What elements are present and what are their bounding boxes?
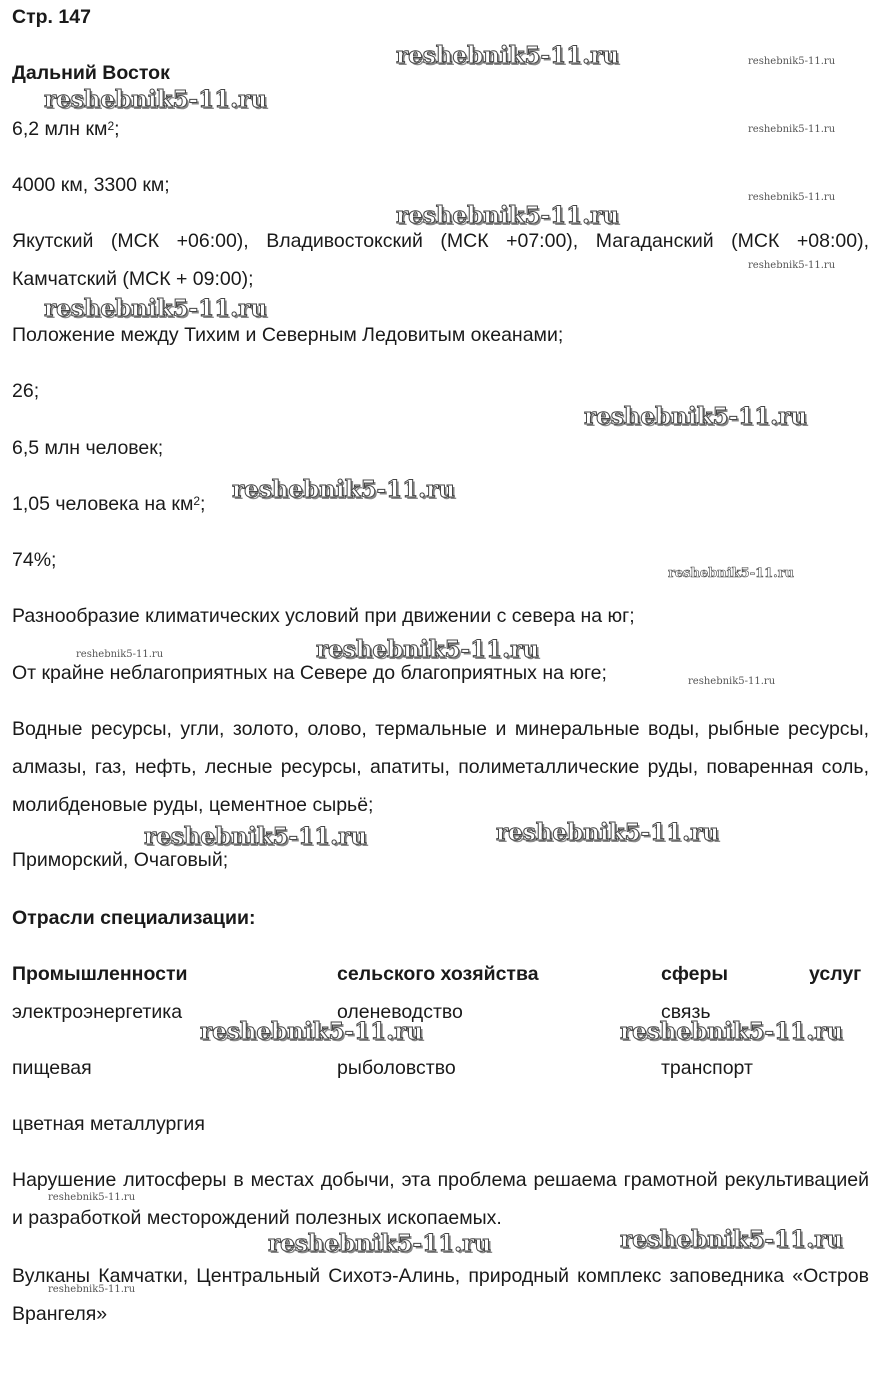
specialization-title: Отрасли специализации: <box>12 907 256 929</box>
watermark: reshebnik5-11.ru <box>496 819 719 846</box>
answer-climate: Разнообразие климатических условий при движении с севера на юг; <box>12 605 635 627</box>
table-header-industry: Промышленности <box>12 963 188 985</box>
watermark: reshebnik5-11.ru <box>232 476 455 503</box>
table-header-services-2: услуг <box>809 963 862 985</box>
watermark: reshebnik5-11.ru <box>620 1226 843 1253</box>
table-cell: транспорт <box>661 1057 753 1079</box>
table-cell: оленеводство <box>337 1001 463 1023</box>
table-cell: электроэнергетика <box>12 1001 183 1023</box>
watermark: reshebnik5-11.ru <box>396 42 619 69</box>
density-end: ; <box>200 493 206 515</box>
table-cell: цветная металлургия <box>12 1113 205 1135</box>
answer-conditions: От крайне неблагоприятных на Севере до благоприятных на юге; <box>12 662 607 684</box>
watermark: reshebnik5-11.ru <box>200 1018 423 1045</box>
answer-position: Положение между Тихим и Северным Ледовитым океанами; <box>12 324 564 346</box>
watermark-small: reshebnik5-11.ru <box>48 1284 136 1295</box>
watermark: reshebnik5-11.ru <box>396 202 619 229</box>
watermark: reshebnik5-11.ru <box>44 295 267 322</box>
density-value: 1,05 человека на км <box>12 493 194 515</box>
answer-nature: Вулканы Камчатки, Центральный Сихотэ-Алинь, природный комплекс заповедника «Остров Врангеля» <box>12 1265 869 1325</box>
watermark-small: reshebnik5-11.ru <box>748 56 836 67</box>
answer-deposits: Приморский, Очаговый; <box>12 849 229 871</box>
table-header-agriculture: сельского хозяйства <box>337 963 539 985</box>
page-label: Стр. 147 <box>12 6 91 28</box>
answer-extent: 4000 км, 3300 км; <box>12 174 170 196</box>
watermark: reshebnik5-11.ru <box>44 86 267 113</box>
area-end: ; <box>114 118 120 140</box>
answer-count: 26; <box>12 380 40 402</box>
watermark-small: reshebnik5-11.ru <box>688 676 776 687</box>
watermark: reshebnik5-11.ru <box>620 1018 843 1045</box>
table-header-services-1: сферы <box>661 963 729 985</box>
watermark-small: reshebnik5-11.ru <box>748 260 836 271</box>
watermark-small: reshebnik5-11.ru <box>76 649 164 660</box>
watermark-small: reshebnik5-11.ru <box>748 192 836 203</box>
region-title: Дальний Восток <box>12 62 170 84</box>
answer-timezones: Якутский (МСК +06:00), Владивостокский (МСК +07:00), Магаданский (МСК +08:00), Камчатский (МСК + 09:00); <box>12 230 869 290</box>
answer-problem: Нарушение литосферы в местах добычи, эта проблема решаема грамотной рекультивацией и разработкой месторождений полезных ископаемых. <box>12 1169 869 1229</box>
watermark-small: reshebnik5-11.ru <box>748 124 836 135</box>
answer-density <box>12 492 205 516</box>
density-superscript: 2 <box>193 494 201 508</box>
watermark-small: reshebnik5-11.ru <box>48 1192 136 1203</box>
area-value: 6,2 млн км <box>12 118 108 140</box>
area-superscript: 2 <box>107 119 115 133</box>
watermark-small: reshebnik5-11.ru <box>668 566 795 581</box>
table-cell: связь <box>661 1001 711 1023</box>
table-cell: рыболовство <box>337 1057 456 1079</box>
watermark: reshebnik5-11.ru <box>144 823 367 850</box>
watermark: reshebnik5-11.ru <box>584 403 807 430</box>
table-cell: пищевая <box>12 1057 92 1079</box>
answer-urban: 74%; <box>12 549 57 571</box>
answer-population: 6,5 млн человек; <box>12 437 164 459</box>
answer-resources: Водные ресурсы, угли, золото, олово, термальные и минеральные воды, рыбные ресурсы, алмазы, газ, нефть, лесные ресурсы, апатиты, полиметаллические руды, поваренная соль, молибденовые руды, цементное сырьё; <box>12 718 869 816</box>
watermark: reshebnik5-11.ru <box>268 1230 491 1257</box>
watermark: reshebnik5-11.ru <box>316 636 539 663</box>
answer-area <box>12 117 120 141</box>
